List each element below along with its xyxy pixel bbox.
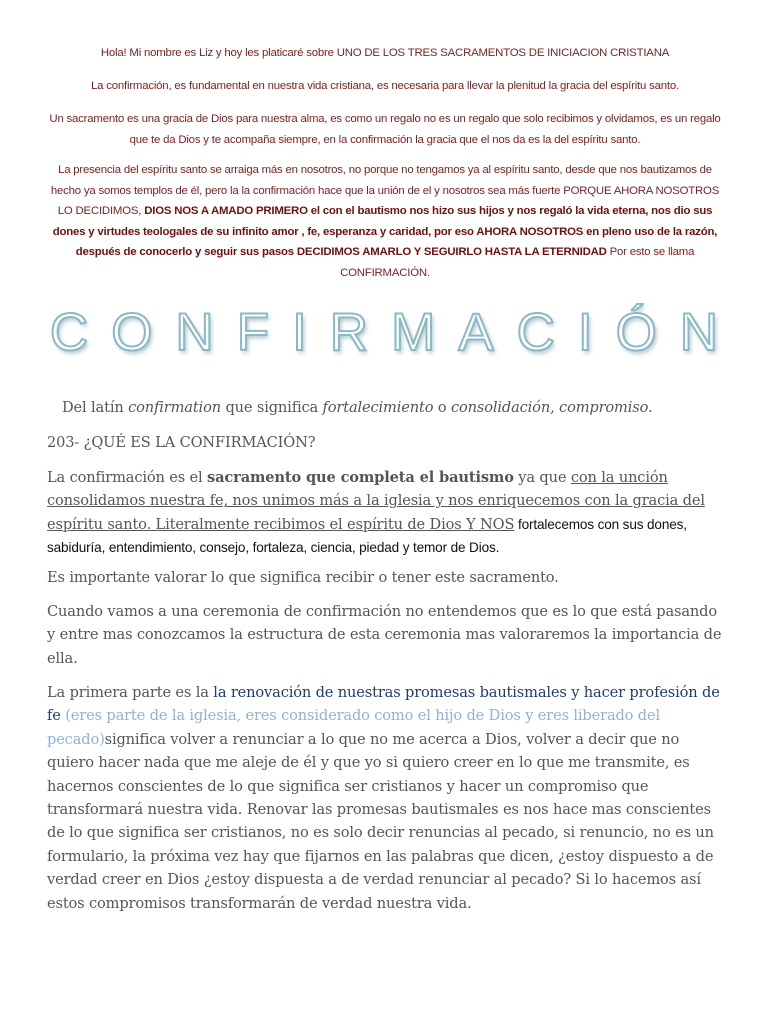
first-part-aside: (eres parte de la iglesia, eres considerado como el hijo de Dios y eres liberado del pecado) [47, 707, 661, 748]
importance-paragraph: Es importante valorar lo que significa recibir o tener este sacramento. [47, 569, 559, 586]
first-part-text-1: La primera parte es la [47, 684, 214, 701]
latin-text-3: o [433, 399, 451, 416]
intro-holy-spirit-end: Por esto se llama CONFIRMACIÓN. [340, 246, 695, 279]
intro-sacrament-text: Un sacramento es una gracia de Dios para nuestra alma, es como un regalo no es un regalo que solo recibimos y olvidamos, es un regalo que te da Dios y te acompaña siempre, en la confirmación la gracia que el nos da es la del espíritu santo. [49, 113, 721, 146]
first-part-paragraph [47, 681, 723, 915]
question-heading: 203- ¿QUÉ ES LA CONFIRMACIÓN? [47, 434, 316, 451]
definition-bold: sacramento que completa el bautismo [207, 469, 514, 486]
latin-term: confirmation [128, 399, 221, 416]
intro-greeting-text: Hola! Mi nombre es Liz y hoy les platicaré sobre UNO DE LOS TRES SACRAMENTOS DE INICIACION CRISTIANA [100, 47, 670, 59]
intro-holy-spirit-bold: DIOS NOS A AMADO PRIMERO el con el bautismo nos hizo sus hijos y nos regaló la vida eterna, nos dio sus dones y virtudes teologales de su infinito amor , fe, esperanza y caridad, por eso AHORA NOSOTROS en pleno uso de la razón, después de conocerlo y seguir sus pasos DECIDIMOS AMARLO Y SEGUIRLO HASTA LA ETERNIDAD [52, 205, 718, 258]
page-title: CONFIRMACIÓN [49, 303, 742, 362]
latin-text-1: Del latín [62, 399, 129, 416]
intro-importance [44, 76, 726, 97]
latin-text-2: que significa [220, 399, 323, 416]
intro-greeting [44, 43, 726, 64]
intro-sacrament-definition [44, 109, 726, 150]
definition-paragraph [47, 466, 723, 560]
latin-etymology [62, 396, 762, 419]
intro-importance-text: La confirmación, es fundamental en nuestra vida cristiana, es necesaria para llevar la plenitud la gracia del espíritu santo. [91, 80, 679, 92]
intro-holy-spirit [44, 160, 726, 283]
ceremony-paragraph: Cuando vamos a una ceremonia de confirmación no entendemos que es lo que está pasando y entre mas conozcamos la estructura de esta ceremonia mas valoraremos la importancia de ella. [47, 603, 722, 667]
latin-meaning-1: fortalecimiento [322, 399, 434, 416]
first-part-highlight: la renovación de nuestras promesas bautismales y hacer profesión de fe [47, 684, 720, 725]
definition-text-1: La confirmación es el [47, 469, 208, 486]
definition-text-2: ya que [513, 469, 571, 486]
intro-holy-spirit-text: La presencia del espíritu santo se arraiga más en nosotros, no porque no tengamos ya al espíritu santo, desde que nos bautizamos de hecho ya somos templos de él, pero la la confirmación hace que la unión de el y nosotros sea más fuerte PORQUE AHORA NOSOTROS LO DECIDIMOS, [50, 164, 720, 217]
first-part-text-2: significa volver a renunciar a lo que no me acerca a Dios, volver a decir que no quiero hacer nada que me aleje de él y que yo si quiero creer en lo que me transmite, es hacernos conscientes de lo que significa ser cristianos y hacer un compromiso que transformará nuestra vida. Renovar las promesas bautismales es nos hace mas conscientes de lo que significa ser cristianos, no es solo decir renuncias al pecado, si renuncio, no es un formulario, la próxima vez hay que fijarnos en las palabras que dicen, ¿estoy dispuesto a de verdad creer en Dios ¿estoy dispuesta a de verdad renunciar al pecado? Si lo hacemos así estos compromisos transformarán de verdad nuestra vida. [47, 730, 714, 912]
definition-gifts: fortalecemos con sus dones, sabiduría, entendimiento, consejo, fortaleza, ciencia, piedad y temor de Dios. [47, 516, 687, 556]
latin-meaning-2: consolidación, compromiso. [450, 399, 653, 416]
definition-underlined: con la unción consolidamos nuestra fe, nos unimos más a la iglesia y nos enriquecemos con la gracia del espíritu santo. Literalmente recibimos el espíritu de Dios Y NOS [47, 469, 705, 533]
